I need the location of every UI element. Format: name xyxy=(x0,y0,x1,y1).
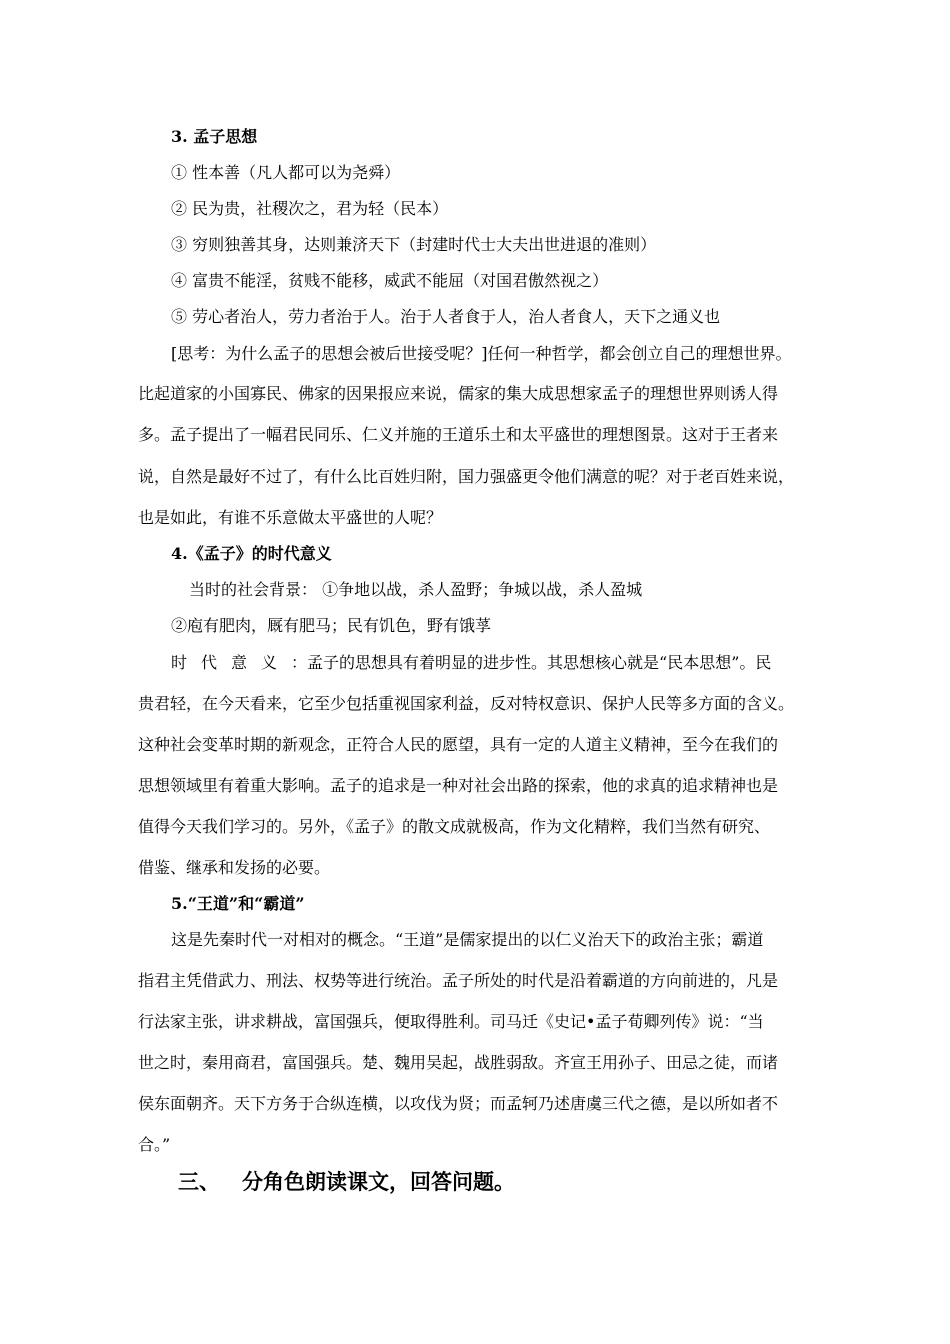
think-paragraph-line-2: 比起道家的小国寡民、佛家的因果报应来说，儒家的集大成思想家孟子的理想世界则诱人得 xyxy=(138,384,779,403)
meaning-line-5: 值得今天我们学习的。另外，《孟子》的散文成就极高，作为文化精粹，我们当然有研究、 xyxy=(138,817,771,836)
meaning-label: 时代意义 xyxy=(171,653,292,672)
think-paragraph-line-4: 说，自然是最好不过了，有什么比百姓归附，国力强盛更令他们满意的呢？对于老百姓来说， xyxy=(138,467,795,486)
think-paragraph-line-5: 也是如此，有谁不乐意做太平盛世的人呢？ xyxy=(138,508,443,527)
background-line-2: ②庖有肥肉，厩有肥马；民有饥色，野有饿莩 xyxy=(171,616,492,635)
think-paragraph-line-3: 多。孟子提出了一幅君民同乐、仁义并施的王道乐土和太平盛世的理想图景。这对于王者来 xyxy=(138,425,779,444)
section4-title: 4.《孟子》的时代意义 xyxy=(171,544,332,563)
section5-line-2: 指君主凭借武力、刑法、权势等进行统治。孟子所处的时代是沿着霸道的方向前进的，凡是 xyxy=(138,971,779,990)
section3-item-1: ① 性本善（凡人都可以为尧舜） xyxy=(171,163,401,182)
meaning-line-3: 这种社会变革时期的新观念，正符合人民的愿望，具有一定的人道主义精神，至今在我们的 xyxy=(138,735,779,754)
section3-item-5: ⑤ 劳心者治人，劳力者治于人。治于人者食于人，治人者食人，天下之通义也 xyxy=(171,307,721,326)
section5-line-5: 侯东面朝齐。天下方务于合纵连横，以攻伐为贤；而孟轲乃述唐虞三代之德，是以所如者不 xyxy=(138,1094,779,1113)
section3-item-3: ③ 穷则独善其身，达则兼济天下（封建时代士大夫出世进退的准则） xyxy=(171,235,657,254)
section5-line-1: 这是先秦时代一对相对的概念。“王道”是儒家提出的以仁义治天下的政治主张；霸道 xyxy=(171,930,764,949)
section3-item-4: ④ 富贵不能淫，贫贱不能移，威武不能屈（对国君傲然视之） xyxy=(171,271,609,290)
part3-title: 分角色朗读课文，回答问题。 xyxy=(242,1169,515,1194)
section3-item-2: ② 民为贵，社稷次之，君为轻（民本） xyxy=(171,199,449,218)
meaning-line-6: 借鉴、继承和发扬的必要。 xyxy=(138,858,331,877)
think-paragraph-line-1: [思考：为什么孟子的思想会被后世接受呢？]任何一种哲学，都会创立自己的理想世界。 xyxy=(171,344,792,363)
meaning-line-2: 贵君轻，在今天看来，它至少包括重视国家利益，反对特权意识、保护人民等多方面的含义。 xyxy=(138,694,795,713)
part3-heading xyxy=(178,1169,515,1195)
section5-line-4: 世之时，秦用商君，富国强兵。楚、魏用吴起，战胜弱敌。齐宣王用孙子、田忌之徒，而诸 xyxy=(138,1053,779,1072)
background-line-1: 当时的社会背景： ①争地以战，杀人盈野；争城以战，杀人盈城 xyxy=(189,580,643,599)
section5-line-3: 行法家主张，讲求耕战，富国强兵，便取得胜利。司马迁《史记•孟子荀卿列传》说：“当 xyxy=(138,1012,764,1031)
section5-line-6: 合。” xyxy=(138,1135,171,1154)
meaning-first-line xyxy=(171,653,771,673)
meaning-line-4: 思想领域里有着重大影响。孟子的追求是一种对社会出路的探索，他的求真的追求精神也是 xyxy=(138,776,779,795)
section3-title: 3. 孟子思想 xyxy=(171,127,258,146)
section5-title: 5.“王道”和“霸道” xyxy=(171,894,305,913)
part3-number: 三、 xyxy=(178,1169,220,1194)
meaning-first-text: ：孟子的思想具有着明显的进步性。其思想核心就是“民本思想”。民 xyxy=(291,653,772,672)
